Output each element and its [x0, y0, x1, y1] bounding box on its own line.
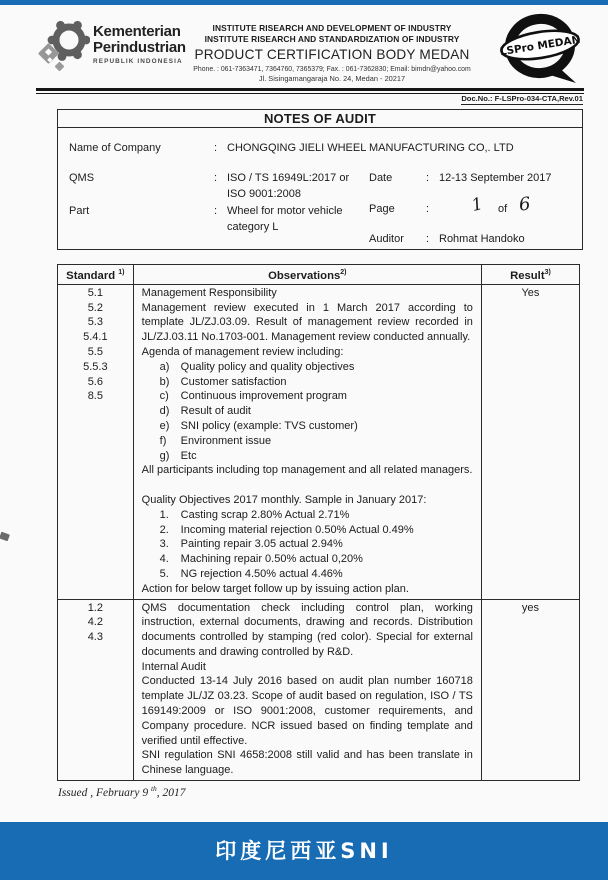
standard-cell	[58, 284, 134, 599]
list-marker: d)	[159, 405, 170, 418]
contact-line: Phone. : 061-7363471, 7364760, 7365379; Fax. : 061-7362830; Email: bimdn@yahoo.com	[193, 66, 471, 73]
list-marker: 3.	[159, 538, 169, 551]
header-row	[58, 265, 580, 285]
audit-table-body	[58, 284, 580, 780]
field-colon: :	[426, 203, 430, 215]
field-page-label: Page	[369, 203, 395, 215]
institute-line1: INSTITUTE RISEARCH AND DEVELOPMENT OF INDUSTRY	[212, 23, 452, 33]
issued-line	[58, 784, 186, 799]
list-marker: 4.	[159, 553, 169, 566]
ministry-subtitle: REPUBLIK INDONESIA	[93, 58, 183, 65]
table-row	[58, 599, 580, 781]
observation-paragraph: Quality Objectives 2017 monthly. Sample in January 2017:	[141, 493, 427, 506]
scan-artifact	[0, 532, 10, 542]
blank-line	[142, 478, 473, 493]
list-marker: a)	[159, 360, 170, 373]
kemenperin-gear-logo-icon	[36, 19, 90, 75]
audit-table	[57, 264, 580, 781]
list-item-text: Incoming material rejection 0.50% Actual 0.49%	[180, 523, 414, 536]
list-item-text: Painting repair 3.05 actual 2.94%	[180, 538, 343, 551]
list-item-text: Result of audit	[180, 405, 251, 418]
list-item-text: Casting scrap 2.80% Actual 2.71%	[180, 508, 350, 521]
list-item-text: Customer satisfaction	[180, 375, 287, 388]
observation-list-item	[142, 449, 473, 464]
standard-clause: 5.6	[87, 375, 103, 388]
observation-list-item	[142, 567, 473, 582]
audit-table-header	[58, 265, 580, 285]
standard-clause: 5.3	[87, 316, 103, 329]
observation-list-item	[142, 434, 473, 449]
observation-paragraph: QMS documentation check including control plan, working instruction, external documents, drawing and records. Distribution documents controlled by stamping (red color). Special for external documents and drawing controlled by R&D.	[141, 601, 473, 658]
bottom-banner	[0, 822, 608, 880]
field-auditor-label: Auditor	[369, 233, 404, 245]
column-header: Result$^{3)}$	[481, 265, 579, 285]
issued-suffix: , 2017	[156, 786, 186, 799]
lspro-medan-logo	[492, 9, 588, 91]
ministry-name-line1: Kementerian	[93, 23, 181, 40]
list-marker: e)	[159, 419, 170, 432]
standard-clause: 4.2	[87, 616, 103, 629]
field-colon: :	[214, 205, 218, 217]
list-item-text: NG rejection 4.50% actual 4.46%	[180, 567, 343, 580]
standard-clause: 8.5	[87, 390, 103, 403]
field-date-label: Date	[369, 172, 393, 184]
list-marker: 2.	[159, 523, 169, 536]
ministry-name-line2: Perindustrian	[93, 39, 186, 56]
lspro-logo-label: LSPro MEDAN	[499, 33, 582, 59]
institute-line2: INSTITUTE RISEARCH AND STANDARDIZATION OF INDUSTRY	[204, 33, 460, 44]
observation-list-item	[142, 508, 473, 523]
list-item-text: Quality policy and quality objectives	[180, 360, 355, 373]
observations-cell	[133, 284, 481, 599]
standard-clause: 5.5.3	[83, 360, 108, 373]
field-auditor-value: Rohmat Handoko	[439, 233, 525, 245]
result-cell	[481, 284, 579, 599]
list-item-text: Etc	[180, 449, 197, 462]
field-qms-value-line2: ISO 9001:2008	[227, 188, 302, 200]
table-row	[58, 284, 580, 599]
field-part-value-line1: Wheel for motor vehicle	[227, 205, 343, 217]
certification-body-name: PRODUCT CERTIFICATION BODY MEDAN	[194, 47, 470, 62]
field-page-of: of	[498, 203, 508, 215]
issued-ordinal: th	[150, 784, 157, 793]
page-current-handwritten: 1	[469, 194, 485, 217]
observation-paragraph: Conducted 13-14 July 2016 based on audit plan number 160718 template JL/JZ 03.23. Scope of audit based on regulation, ISO / TS 169149:2009 or ISO 9001:2008, customer requirements, and Company procedure. NCR issued based on finding template and verified until effective.	[141, 675, 473, 747]
institute-header	[178, 23, 486, 83]
observation-paragraph: SNI regulation SNI 4658:2008 still valid and has been translate in Chinese language.	[141, 749, 473, 777]
observation-paragraph: Agenda of management review including:	[141, 345, 344, 358]
observation-list-item	[142, 389, 473, 404]
field-part-value-line2: category L	[227, 221, 279, 233]
list-item-text: Machining repair 0.50% actual 0,20%	[180, 553, 363, 566]
list-marker: g)	[159, 449, 170, 462]
field-qms-label: QMS	[69, 172, 95, 184]
doc-number: Doc.No.: F-LSPro-034-CTA,Rev.01	[461, 94, 583, 103]
list-marker: f)	[159, 434, 167, 447]
observation-paragraph: Management Responsibility	[141, 286, 277, 299]
observations-cell	[133, 599, 481, 781]
observation-list-item	[142, 419, 473, 434]
standard-clause: 1.2	[87, 601, 103, 614]
list-marker: 1.	[159, 508, 169, 521]
observation-list-item	[142, 552, 473, 567]
issued-prefix: Issued , February 9	[58, 786, 151, 799]
list-item-text: Environment issue	[180, 434, 272, 447]
field-colon: :	[426, 233, 430, 245]
list-marker: 5.	[159, 567, 169, 580]
field-company-label: Name of Company	[69, 142, 161, 154]
form-title: NOTES OF AUDIT	[58, 110, 582, 128]
standard-clause: 5.5	[87, 345, 103, 358]
standard-cell	[58, 599, 134, 781]
observation-paragraph: All participants including top management and all related managers.	[141, 464, 473, 477]
field-part-label: Part	[69, 205, 90, 217]
standard-clause: 5.2	[87, 301, 103, 314]
banner-text: 印度尼西亚SNI	[215, 839, 393, 863]
observation-list-item	[142, 404, 473, 419]
notes-of-audit-box	[57, 109, 583, 250]
field-qms-value-line1: ISO / TS 16949L:2017 or	[227, 172, 350, 184]
column-header: Standard $^{1)}$	[58, 265, 134, 285]
standard-clause: 4.3	[87, 631, 103, 644]
field-date-value: 12-13 September 2017	[439, 172, 552, 184]
column-header: Observations$^{2)}$	[133, 265, 481, 285]
observation-paragraph: Action for below target follow up by issuing action plan.	[141, 582, 409, 595]
observation-list-item	[142, 523, 473, 538]
observation-list-item	[142, 537, 473, 552]
observation-paragraph: Management review executed in 1 March 2017 according to template JL/ZJ.03.09. Result of management review recorded in JL/ZJ.03.11 No.1703-001. Management review conducted annually.	[141, 301, 473, 344]
list-item-text: SNI policy (example: TVS customer)	[180, 419, 358, 432]
observation-paragraph: Internal Audit	[141, 660, 206, 673]
result-value: Yes	[521, 286, 540, 299]
list-item-text: Continuous improvement program	[180, 390, 347, 403]
observation-list-item	[142, 375, 473, 390]
list-marker: b)	[159, 375, 170, 388]
field-colon: :	[426, 172, 430, 184]
result-value: yes	[521, 601, 539, 614]
result-cell	[481, 599, 579, 781]
observation-list-item	[142, 360, 473, 375]
page-total-handwritten: 6	[517, 193, 532, 216]
list-marker: c)	[159, 390, 169, 403]
field-colon: :	[214, 172, 218, 184]
field-company-value: CHONGQING JIELI WHEEL MANUFACTURING CO,. LTD	[227, 142, 514, 154]
letterhead	[0, 5, 608, 88]
address-line: Jl. Sisingamangaraja No. 24, Medan - 20217	[258, 74, 406, 83]
standard-clause: 5.1	[87, 286, 103, 299]
field-colon: :	[214, 142, 218, 154]
standard-clause: 5.4.1	[83, 331, 108, 344]
